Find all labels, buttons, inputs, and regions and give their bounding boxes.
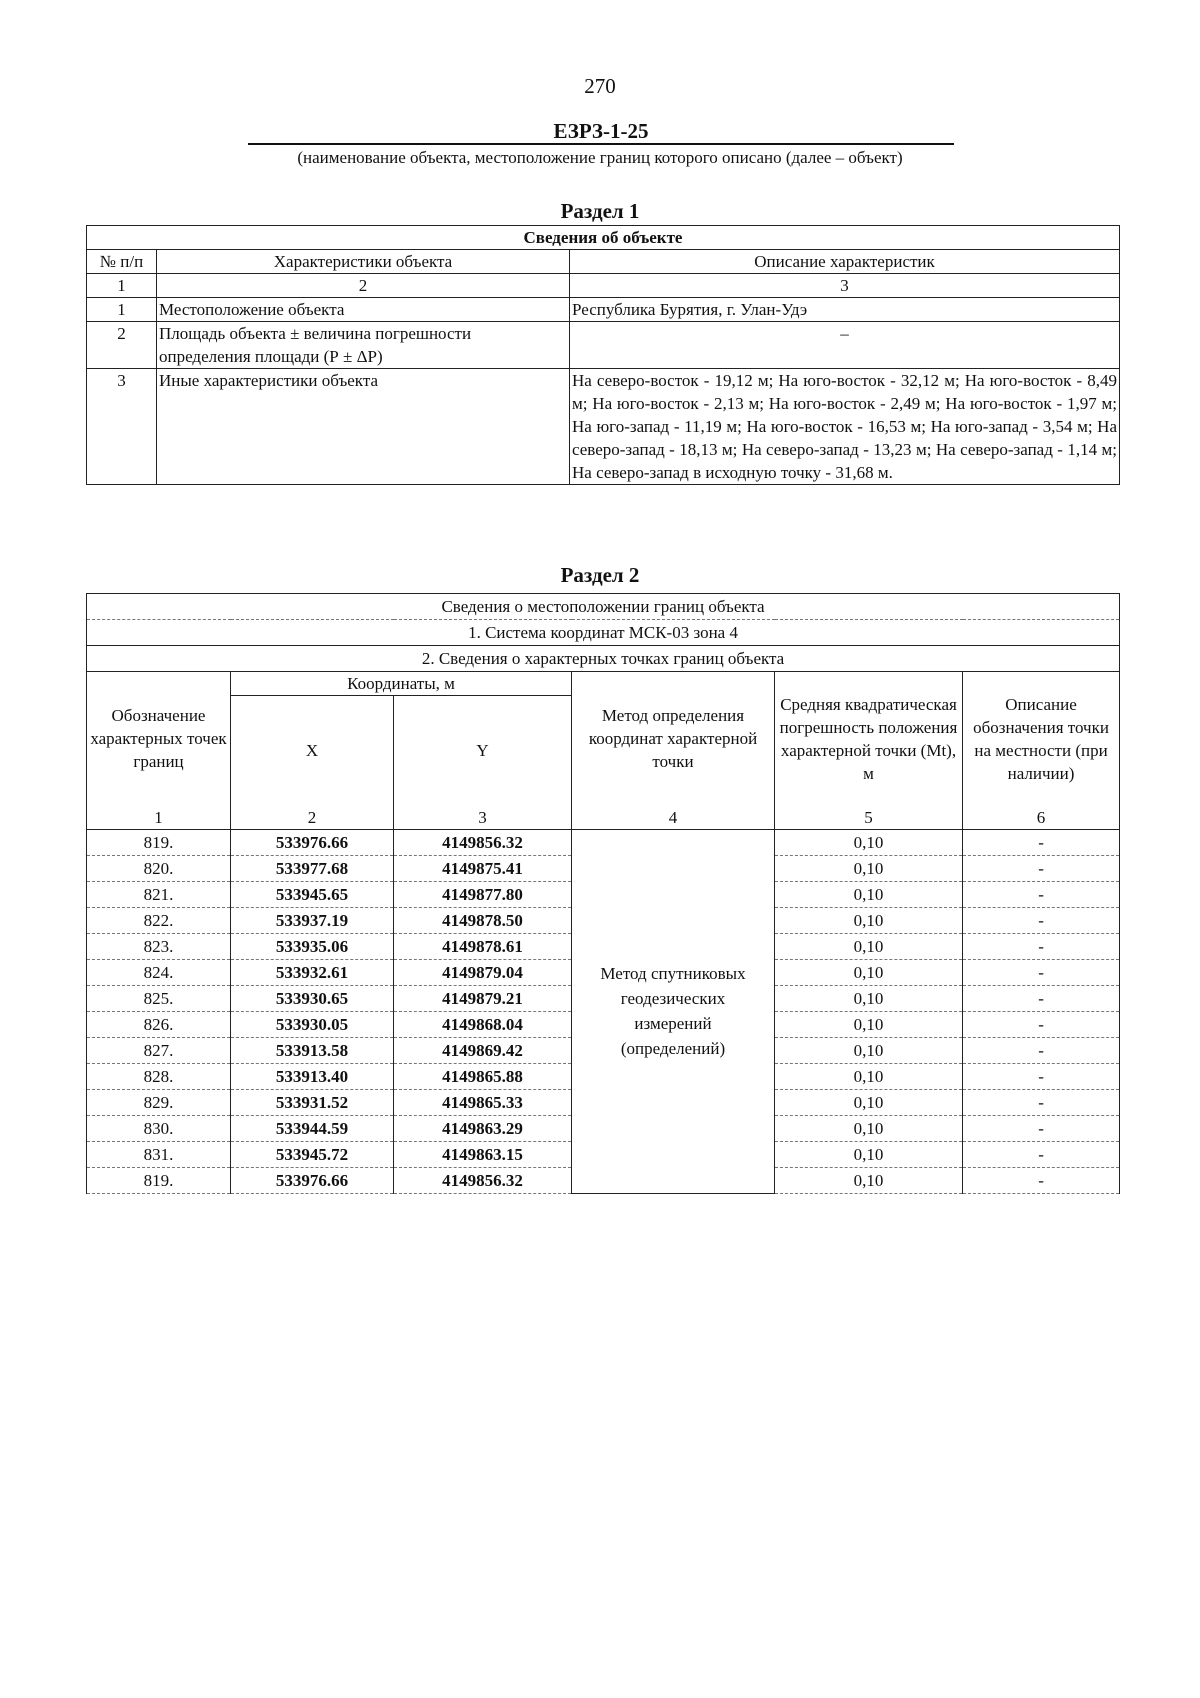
column-header-error: Средняя квадратическая погрешность положения характерной точки (Mt), м — [775, 672, 963, 806]
y-coordinate: 4149865.33 — [394, 1089, 572, 1115]
error-value: 0,10 — [775, 1115, 963, 1141]
point-description: - — [963, 1089, 1120, 1115]
page-number: 270 — [584, 74, 616, 98]
error-value: 0,10 — [775, 933, 963, 959]
column-header-description: Описание характеристик — [570, 250, 1120, 274]
section2-title-line2: 1. Система координат МСК-03 зона 4 — [87, 620, 1120, 646]
point-label: 819. — [87, 829, 231, 855]
object-caption: (наименование объекта, местоположение границ которого описано (далее – объект) — [297, 148, 903, 167]
error-value: 0,10 — [775, 1011, 963, 1037]
table-row — [87, 322, 1120, 369]
row-number: 3 — [87, 369, 157, 485]
point-description: - — [963, 907, 1120, 933]
y-coordinate: 4149856.32 — [394, 1167, 572, 1193]
column-number: 2 — [231, 806, 394, 830]
y-coordinate: 4149869.42 — [394, 1037, 572, 1063]
point-label: 828. — [87, 1063, 231, 1089]
point-label: 826. — [87, 1011, 231, 1037]
y-coordinate: 4149878.50 — [394, 907, 572, 933]
point-description: - — [963, 985, 1120, 1011]
point-label: 822. — [87, 907, 231, 933]
section1-table — [86, 225, 1120, 485]
x-coordinate: 533937.19 — [231, 907, 394, 933]
error-value: 0,10 — [775, 881, 963, 907]
x-coordinate: 533930.05 — [231, 1011, 394, 1037]
characteristic-name: Площадь объекта ± величина погрешности определения площади (Р ± ΔР) — [157, 322, 570, 369]
point-description: - — [963, 829, 1120, 855]
x-coordinate: 533977.68 — [231, 855, 394, 881]
x-coordinate: 533931.52 — [231, 1089, 394, 1115]
point-label: 824. — [87, 959, 231, 985]
y-coordinate: 4149877.80 — [394, 881, 572, 907]
table-row — [87, 298, 1120, 322]
y-coordinate: 4149868.04 — [394, 1011, 572, 1037]
error-value: 0,10 — [775, 1089, 963, 1115]
section2-table — [86, 593, 1120, 1194]
x-coordinate: 533932.61 — [231, 959, 394, 985]
characteristic-name: Иные характеристики объекта — [157, 369, 570, 485]
point-description: - — [963, 1037, 1120, 1063]
column-header-x: X — [231, 696, 394, 806]
column-header-characteristic: Характеристики объекта — [157, 250, 570, 274]
error-value: 0,10 — [775, 1037, 963, 1063]
point-label: 825. — [87, 985, 231, 1011]
characteristic-value: На северо-восток - 19,12 м; На юго-восток - 32,12 м; На юго-восток - 8,49 м; На юго-восток - 2,13 м; На юго-восток - 2,49 м; На юго-восток - 1,97 м; На юго-запад - 11,19 м; На юго-восток - 16,53 м; На юго-запад - 3,54 м; На северо-запад - 18,13 м; На северо-запад - 13,23 м; На северо-запад - 1,14 м; На северо-запад в исходную точку - 31,68 м. — [570, 369, 1120, 485]
x-coordinate: 533945.72 — [231, 1141, 394, 1167]
y-coordinate: 4149878.61 — [394, 933, 572, 959]
y-coordinate: 4149863.29 — [394, 1115, 572, 1141]
error-value: 0,10 — [775, 985, 963, 1011]
point-label: 821. — [87, 881, 231, 907]
section2-heading: Раздел 2 — [560, 563, 640, 587]
y-coordinate: 4149863.15 — [394, 1141, 572, 1167]
error-value: 0,10 — [775, 959, 963, 985]
error-value: 0,10 — [775, 907, 963, 933]
x-coordinate: 533930.65 — [231, 985, 394, 1011]
x-coordinate: 533913.58 — [231, 1037, 394, 1063]
error-value: 0,10 — [775, 1167, 963, 1193]
x-coordinate: 533976.66 — [231, 829, 394, 855]
characteristic-value: – — [570, 322, 1120, 369]
point-label: 830. — [87, 1115, 231, 1141]
point-label: 827. — [87, 1037, 231, 1063]
x-coordinate: 533945.65 — [231, 881, 394, 907]
point-label: 831. — [87, 1141, 231, 1167]
table-row — [87, 369, 1120, 485]
point-description: - — [963, 933, 1120, 959]
x-coordinate: 533913.40 — [231, 1063, 394, 1089]
point-label: 829. — [87, 1089, 231, 1115]
column-header-number: № п/п — [87, 250, 157, 274]
point-description: - — [963, 1141, 1120, 1167]
point-label: 823. — [87, 933, 231, 959]
section2-title-line1: Сведения о местоположении границ объекта — [87, 594, 1120, 620]
error-value: 0,10 — [775, 1141, 963, 1167]
column-number: 1 — [87, 274, 157, 298]
point-description: - — [963, 881, 1120, 907]
point-description: - — [963, 1063, 1120, 1089]
column-number: 3 — [394, 806, 572, 830]
table-row — [87, 829, 1120, 855]
column-number: 6 — [963, 806, 1120, 830]
y-coordinate: 4149856.32 — [394, 829, 572, 855]
y-coordinate: 4149879.04 — [394, 959, 572, 985]
characteristic-value: Республика Бурятия, г. Улан-Удэ — [570, 298, 1120, 322]
x-coordinate: 533944.59 — [231, 1115, 394, 1141]
column-header-description: Описание обозначения точки на местности (при наличии) — [963, 672, 1120, 806]
column-number: 2 — [157, 274, 570, 298]
point-description: - — [963, 1011, 1120, 1037]
section1-table-title: Сведения об объекте — [87, 226, 1120, 250]
row-number: 1 — [87, 298, 157, 322]
point-description: - — [963, 855, 1120, 881]
point-description: - — [963, 1115, 1120, 1141]
y-coordinate: 4149875.41 — [394, 855, 572, 881]
column-header-y: Y — [394, 696, 572, 806]
column-number: 4 — [572, 806, 775, 830]
section1-heading: Раздел 1 — [560, 199, 640, 223]
error-value: 0,10 — [775, 829, 963, 855]
point-description: - — [963, 1167, 1120, 1193]
point-label: 819. — [87, 1167, 231, 1193]
column-number: 3 — [570, 274, 1120, 298]
row-number: 2 — [87, 322, 157, 369]
column-number: 5 — [775, 806, 963, 830]
y-coordinate: 4149879.21 — [394, 985, 572, 1011]
section2-title-line3: 2. Сведения о характерных точках границ объекта — [87, 646, 1120, 672]
column-header-coordinates: Координаты, м — [231, 672, 572, 696]
column-header-method: Метод определения координат характерной точки — [572, 672, 775, 806]
error-value: 0,10 — [775, 1063, 963, 1089]
x-coordinate: 533935.06 — [231, 933, 394, 959]
object-title: ЕЗРЗ-1-25 — [248, 119, 954, 145]
column-number: 1 — [87, 806, 231, 830]
method-cell: Метод спутниковых геодезических измерений (определений) — [572, 829, 775, 1193]
characteristic-name: Местоположение объекта — [157, 298, 570, 322]
column-header-point: Обозначение характерных точек границ — [87, 672, 231, 806]
point-label: 820. — [87, 855, 231, 881]
x-coordinate: 533976.66 — [231, 1167, 394, 1193]
point-description: - — [963, 959, 1120, 985]
y-coordinate: 4149865.88 — [394, 1063, 572, 1089]
error-value: 0,10 — [775, 855, 963, 881]
